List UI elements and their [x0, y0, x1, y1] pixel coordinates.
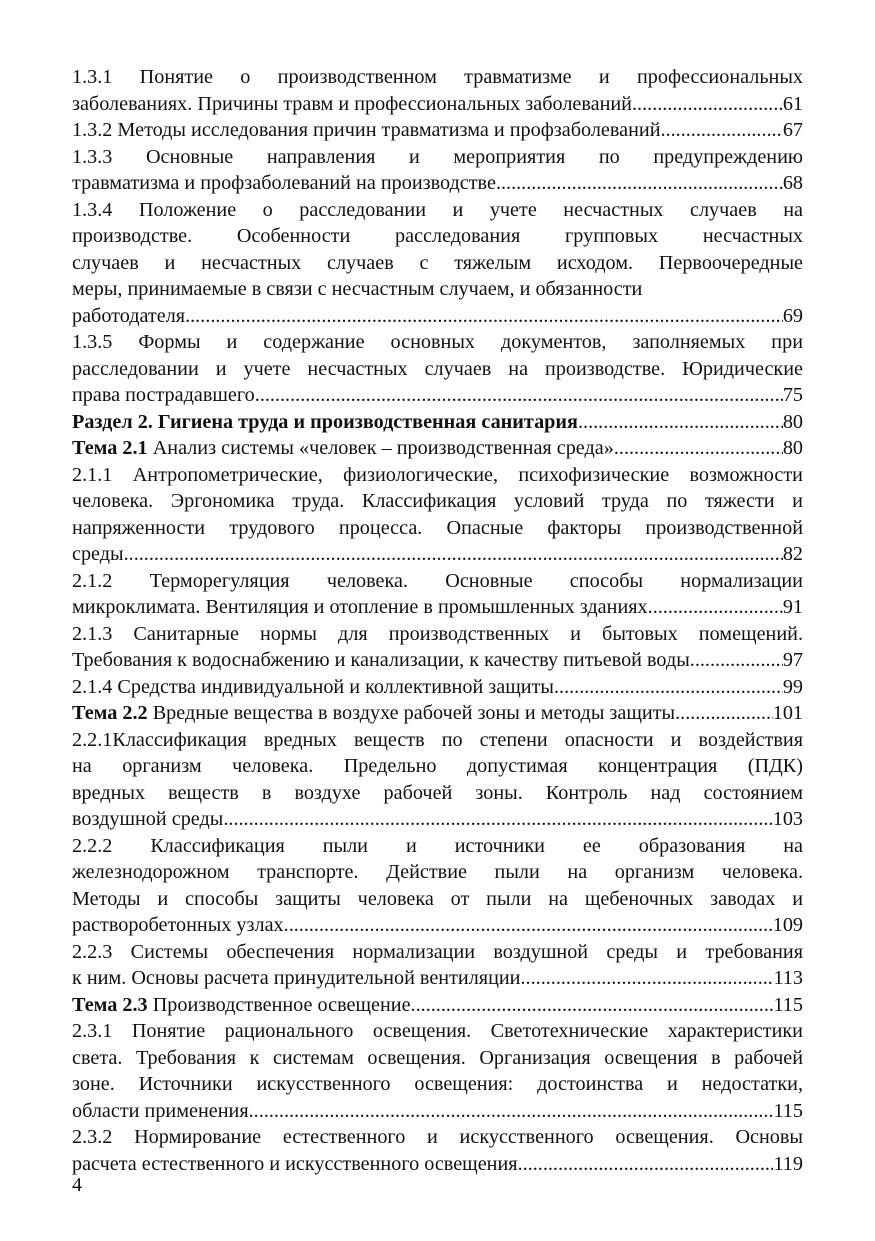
toc-entry-text: микроклимата. Вентиляция и отопление в промышленных зданиях: [72, 596, 648, 618]
toc-entry: [72, 117, 803, 144]
toc-line: человека. Эргономика труда. Классификация условий труда по тяжести и: [72, 490, 803, 512]
toc-page-ref: 91: [782, 596, 803, 618]
toc-page-ref: 119: [773, 1152, 803, 1175]
dot-leader: [284, 912, 773, 939]
toc-entry-text: среды: [72, 543, 124, 565]
toc-entry-text: работодателя: [72, 304, 186, 327]
section-title: Раздел 2. Гигиена труда и производственная санитария: [72, 410, 578, 433]
toc-line: 1.3.3 Основные направления и мероприятия по предупреждению: [72, 145, 803, 168]
topic-label: Тема 2.2: [72, 702, 148, 724]
toc-page-ref: 109: [772, 914, 803, 936]
toc-page-ref: 99: [782, 675, 803, 698]
toc-entry-text: права пострадавшего: [72, 384, 255, 406]
toc-entry-text: 2.1.4 Средства индивидуальной и коллективной защиты: [72, 675, 554, 698]
toc-page-ref: 115: [773, 1099, 803, 1122]
toc-entry-text: травматизма и профзаболеваний на производстве: [72, 172, 496, 194]
toc-line: меры, принимаемые в связи с несчастным случаем, и обязанности: [72, 278, 643, 300]
dot-leader: [554, 674, 783, 701]
dot-leader: [614, 435, 783, 462]
toc-page-ref: 69: [782, 304, 803, 327]
page-number: 4: [72, 1174, 83, 1196]
dot-leader: [675, 700, 773, 727]
toc-line: случаев и несчастных случаев с тяжелым исходом. Первоочередные: [72, 251, 803, 274]
toc-page-ref: 113: [773, 967, 803, 989]
toc-line: зоне. Источники искусственного освещения: достоинства и недостатки,: [72, 1073, 803, 1095]
toc-entry-text: растворобетонных узлах: [72, 914, 284, 936]
toc-page-ref: 82: [782, 543, 803, 565]
toc-line: 1.3.1 Понятие о производственном травматизме и профессиональных: [72, 66, 803, 88]
toc-entry-text: [72, 700, 675, 727]
toc-page-ref: 97: [782, 649, 803, 671]
toc-entry-text: Требования к водоснабжению и канализации, к качеству питьевой воды: [72, 649, 690, 671]
toc-line: 2.2.2 Классификация пыли и источники ее образования на: [72, 834, 803, 857]
toc-entry: [72, 912, 803, 939]
toc-line: 2.3.2 Нормирование естественного и искусственного освещения. Основы: [72, 1126, 803, 1148]
toc-line: 2.1.1 Антропометрические, физиологические, психофизические возможности: [72, 463, 803, 486]
toc-line: 2.1.3 Санитарные нормы для производственных и бытовых помещений.: [72, 622, 803, 645]
toc-entry-text: области применения: [72, 1099, 249, 1122]
toc-page-ref: 115: [773, 993, 803, 1016]
toc-entry: [72, 91, 803, 118]
toc-page-ref: 80: [782, 437, 803, 459]
dot-leader: [661, 117, 783, 144]
dot-leader: [496, 170, 783, 197]
toc-line: 2.3.1 Понятие рационального освещения. Светотехнические характеристики: [72, 1020, 803, 1042]
topic-label: Тема 2.3: [72, 993, 148, 1016]
toc-line: вредных веществ в воздухе рабочей зоны. Контроль над состоянием: [72, 781, 803, 804]
toc-entry: [72, 965, 803, 992]
toc-line: производстве. Особенности расследования групповых несчастных: [72, 225, 803, 247]
dot-leader: [632, 91, 783, 118]
toc-topic: [72, 700, 803, 727]
toc-section-heading: [72, 409, 803, 436]
toc-line: железнодорожном транспорте. Действие пыли на организм человека.: [72, 861, 803, 883]
toc-entry-text: воздушной среды: [72, 808, 224, 830]
toc-topic: [72, 435, 803, 462]
toc-entry-text: к ним. Основы расчета принудительной вентиляции: [72, 967, 521, 989]
toc-line: на организм человека. Предельно допустимая концентрация (ПДК): [72, 755, 803, 777]
toc-page-ref: 67: [782, 119, 803, 141]
toc-page-ref: 68: [782, 172, 803, 194]
toc-page-ref: 80: [782, 410, 803, 433]
toc-line: 1.3.4 Положение о расследовании и учете несчастных случаев на: [72, 198, 803, 221]
dot-leader: [249, 1098, 774, 1125]
toc-entry-text: заболеваниях. Причины травм и профессиональных заболеваний: [72, 92, 632, 115]
toc-entry-text: 1.3.2 Методы исследования причин травматизма и профзаболеваний: [72, 119, 661, 141]
dot-leader: [411, 992, 774, 1019]
dot-leader: [518, 1151, 774, 1178]
toc-page-ref: 75: [782, 384, 803, 406]
toc-entry: [72, 1151, 803, 1178]
toc-line: 2.2.3 Системы обеспечения нормализации воздушной среды и требования: [72, 940, 803, 963]
toc-entry: [72, 541, 803, 568]
toc-entry-text: [72, 992, 411, 1019]
toc-entry: [72, 594, 803, 621]
toc-entry: [72, 303, 803, 330]
toc-line: расследовании и учете несчастных случаев на производстве. Юридические: [72, 357, 803, 380]
toc-page-ref: 101: [772, 702, 803, 724]
toc-page-ref: 61: [782, 92, 803, 115]
toc-line: Методы и способы защиты человека от пыли на щебеночных заводах и: [72, 887, 803, 910]
toc-entry: [72, 170, 803, 197]
toc-line: 2.1.2 Терморегуляция человека. Основные способы нормализации: [72, 569, 803, 592]
toc-entry: [72, 1098, 803, 1125]
toc-page-ref: 103: [772, 808, 803, 830]
toc-line: напряженности трудового процесса. Опасные факторы производственной: [72, 516, 803, 539]
toc-entry-text: расчета естественного и искусственного освещения: [72, 1152, 518, 1175]
dot-leader: [124, 541, 783, 568]
toc-entry: [72, 806, 803, 833]
dot-leader: [223, 806, 772, 833]
dot-leader: [255, 382, 783, 409]
dot-leader: [185, 303, 783, 330]
dot-leader: [521, 965, 774, 992]
topic-label: Тема 2.1: [72, 437, 148, 459]
dot-leader: [578, 409, 783, 436]
topic-title: Вредные вещества в воздухе рабочей зоны и методы защиты: [147, 702, 676, 724]
topic-title: Производственное освещение: [147, 993, 411, 1016]
table-of-contents: [72, 64, 803, 1177]
topic-title: Анализ системы «человек – производственная среда»: [147, 437, 614, 459]
toc-entry: [72, 647, 803, 674]
toc-line: 2.2.1Классификация вредных веществ по степени опасности и воздействия: [72, 728, 803, 751]
toc-entry: [72, 382, 803, 409]
dot-leader: [690, 647, 783, 674]
dot-leader: [648, 594, 783, 621]
toc-line: света. Требования к системам освещения. Организация освещения в рабочей: [72, 1046, 803, 1069]
toc-entry-text: [72, 435, 614, 462]
toc-entry: [72, 674, 803, 701]
toc-topic: [72, 992, 803, 1019]
toc-line: 1.3.5 Формы и содержание основных документов, заполняемых при: [72, 331, 803, 353]
